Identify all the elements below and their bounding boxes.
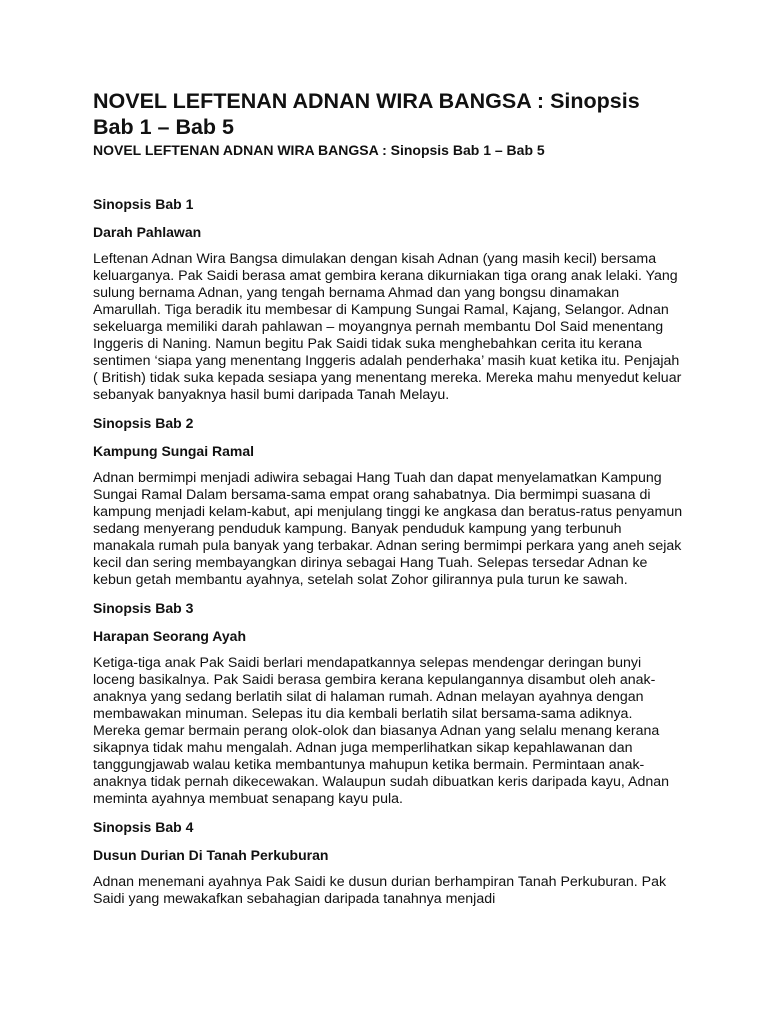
section-bab-3 bbox=[93, 599, 683, 808]
section-paragraph: Leftenan Adnan Wira Bangsa dimulakan dengan kisah Adnan (yang masih kecil) bersama keluarganya. Pak Saidi berasa amat gembira kerana dikurniakan tiga orang anak lelaki. Yang sulung bernama Adnan, yang tengah bernama Ahmad dan yang bongsu dinamakan Amarullah. Tiga beradik itu membesar di Kampung Sungai Ramal, Kajang, Selangor. Adnan sekeluarga memiliki darah pahlawan – moyangnya pernah membantu Dol Said menentang Inggeris di Naning. Namun begitu Pak Saidi tidak suka menghebahkan cerita itu kerana sentimen ‘siapa yang menentang Inggeris adalah penderhaka’ masih kuat ketika itu. Penjajah ( British) tidak suka kepada sesiapa yang menentang mereka. Mereka mahu menyedut keluar sebanyak banyaknya hasil bumi daripada Tanah Melayu. bbox=[93, 251, 682, 403]
section-paragraph: Adnan menemani ayahnya Pak Saidi ke dusun durian berhampiran Tanah Perkuburan. Pak Saidi yang mewakafkan sebahagian daripada tanahnya menjadi bbox=[93, 874, 667, 907]
chapter-title: Kampung Sungai Ramal bbox=[93, 443, 255, 459]
section-label: Sinopsis Bab 2 bbox=[93, 415, 194, 431]
document-title: NOVEL LEFTENAN ADNAN WIRA BANGSA : Sinopsis Bab 1 – Bab 5 bbox=[93, 89, 640, 139]
section-label: Sinopsis Bab 1 bbox=[93, 196, 194, 212]
section-paragraph: Ketiga-tiga anak Pak Saidi berlari mendapatkannya selepas mendengar deringan bunyi loceng basikalnya. Pak Saidi berasa gembira kerana kepulangannya disambut oleh anak-anaknya yang sedang berlatih silat di halaman rumah. Adnan melayan ayahnya dengan membawakan minuman. Selepas itu dia kembali berlatih silat bersama-sama adiknya. Mereka gemar bermain perang olok-olok dan biasanya Adnan yang selalu menang kerana sikapnya tidak mahu mengalah. Adnan juga memperlihatkan sikap kepahlawanan dan tanggungjawab walau ketika membantunya mahupun ketika bermain. Permintaan anak-anaknya tidak pernah dikecewakan. Walaupun sudah dibuatkan keris daripada kayu, Adnan meminta ayahnya membuat senapang kayu pula. bbox=[93, 655, 670, 807]
section-bab-4 bbox=[93, 818, 683, 908]
section-label: Sinopsis Bab 3 bbox=[93, 600, 194, 616]
section-paragraph: Adnan bermimpi menjadi adiwira sebagai Hang Tuah dan dapat menyelamatkan Kampung Sungai Ramal Dalam bersama-sama empat orang sahabatnya. Dia bermimpi suasana di kampung menjadi kelam-kabut, api menjulang tinggi ke angkasa dan beratus-ratus penyamun sedang menyerang penduduk kampung. Banyak penduduk kampung yang terbunuh manakala rumah pula banyak yang terbakar. Adnan sering bermimpi perkara yang aneh sejak kecil dan sering membayangkan dirinya sebagai Hang Tuah. Selepas tersedar Adnan ke kebun getah membantu ayahnya, setelah solat Zohor gilirannya pula turun ke sawah. bbox=[93, 470, 683, 588]
document-page bbox=[93, 88, 683, 918]
document-subtitle: NOVEL LEFTENAN ADNAN WIRA BANGSA : Sinopsis Bab 1 – Bab 5 bbox=[93, 142, 545, 158]
chapter-title: Darah Pahlawan bbox=[93, 224, 202, 240]
section-bab-2 bbox=[93, 414, 683, 589]
section-label: Sinopsis Bab 4 bbox=[93, 819, 194, 835]
chapter-title: Harapan Seorang Ayah bbox=[93, 628, 247, 644]
section-bab-1 bbox=[93, 195, 683, 404]
chapter-title: Dusun Durian Di Tanah Perkuburan bbox=[93, 847, 329, 863]
